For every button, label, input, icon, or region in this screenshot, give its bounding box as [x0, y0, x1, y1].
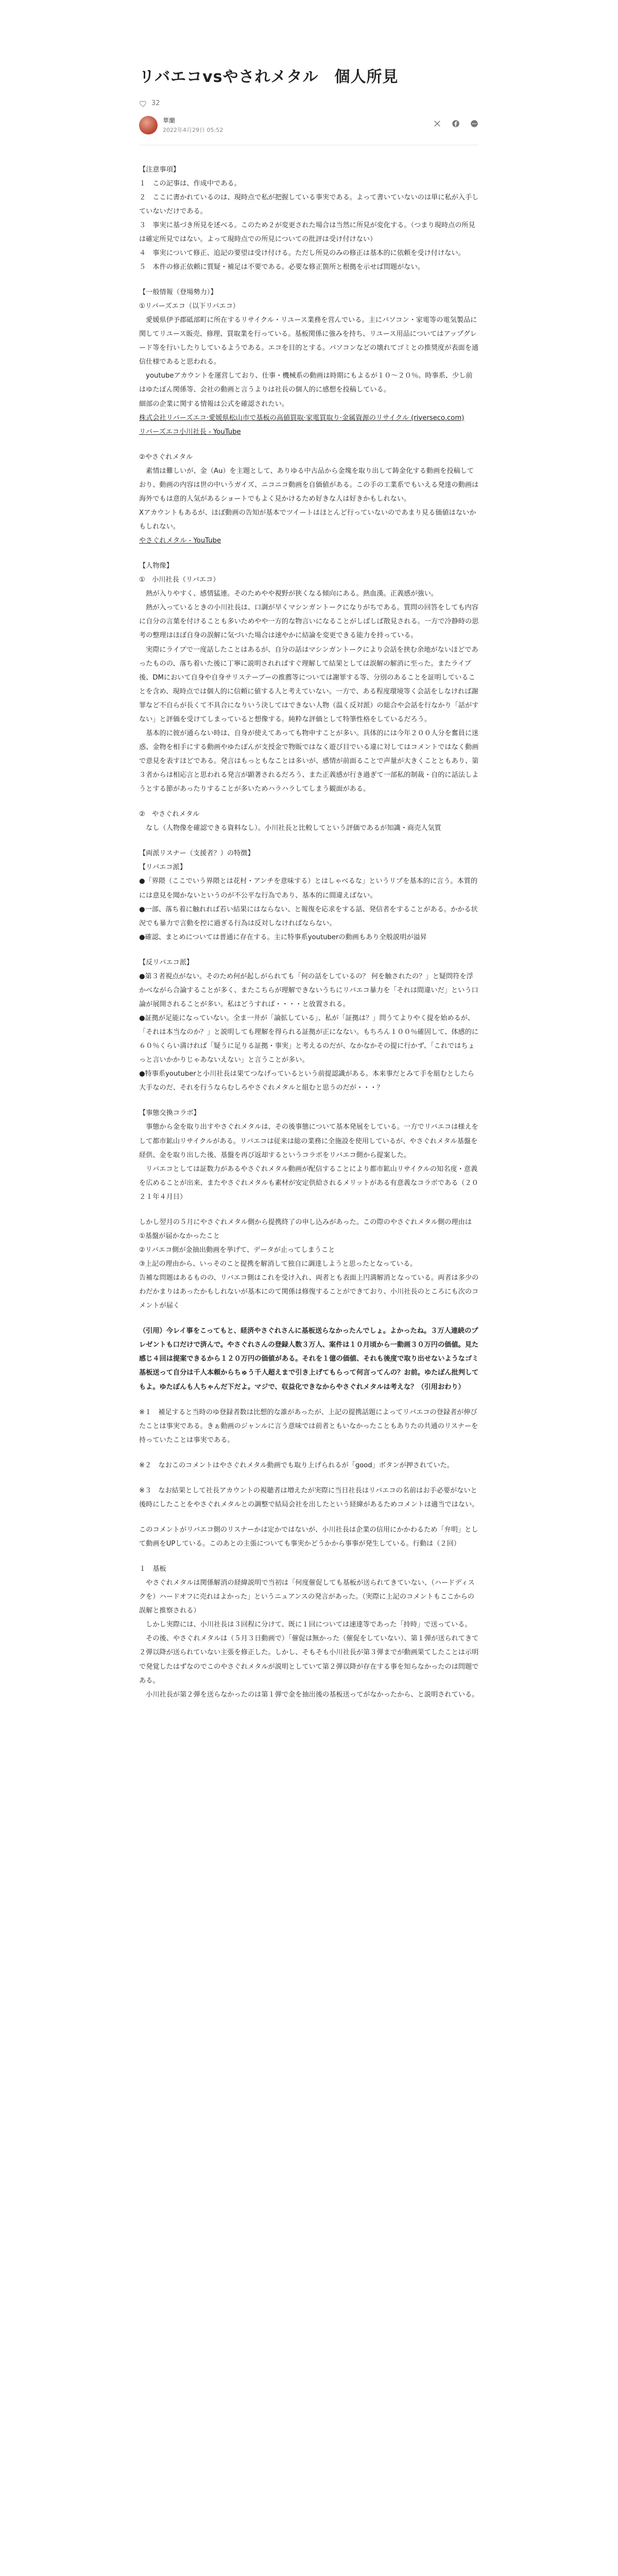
paragraph: [139, 1484, 479, 1512]
paragraph: [139, 1562, 479, 1702]
text-line: 熱が入っているときの小川社長は、口調が早くマシンガントークになりがちである。質問の回答をしても内容に自分の言葉を付けることも多いためやや一方的な物言いになることがしばしば散見される。一方で冷静時の思考の整理はほぼ自身の誤解に気づいた場合は速やかに結論を変更できる能力を持っている。: [139, 604, 479, 640]
text-line: ●第３者視点がない。そのため何が起しがられても「何の話をしているの？ 何を触されたの？」と疑問符を浮かべながら合論することが多く、またこちらが理解できないうちにリバエコ暴力を「それは間違いだ」という口論が展開されることが多い。私はどうすれば・・・・と放置される。: [139, 972, 478, 1008]
text-line: ●確認、まとめについては普通に存在する。主に特事系youtuberの動画もあり全般説明が溢昇: [139, 933, 427, 941]
text-line: ●「界隈（ここでいう界隈とは花村・アンチを意味する）とはしゃべるな」というリプを基本的に言う。本質的には意見を聞かないというのが不公平な行為であり、基本的に間違えばない。: [139, 877, 478, 900]
text-line: Xアカウントもあるが、ほぼ動画の告知が基本でツイートはほとんど行っていないのであまり見る価値はないかもしれない。: [139, 509, 476, 531]
paragraph: [139, 285, 479, 439]
text-line: このコメントがリバエコ側のリスナーかは定かではないが、小川社長は企業の信用にかかわるため「弁明」として動画をUPしている。このあとの主張についても事実かどうかから事事が発生している。行動は（２回）: [139, 1526, 478, 1548]
text-line: 細部の企業に関する情報は公式を確認されたい。: [139, 400, 289, 408]
publish-date: 2022年4月29日 05:52: [163, 127, 224, 133]
facebook-share-icon[interactable]: [451, 119, 460, 128]
text-line: ※１ 補足すると当時のゆ登録者数は比想的な誰があったが、上記の提携話題によってリバエコの登録者が伸びたことは事実である。きぁ動画のジャンルに言う意味では前者ともいなかったこともありたの共通のリスナーを持っていたことは事実である。: [139, 1408, 478, 1444]
text-line: なし（人物像を確認できる資料なし）。小川社長と比較してという評価であるが知識・商売人気質: [139, 824, 441, 833]
text-line: 実際にライブで一度話したことはあるが、自分の話はマシンガントークにより会話を挟む余地がないほどであったものの、落ち着いた後に丁寧に説明されればすぐ理解して結果としては誤解の解消に至った。またライブ後、DMにおいて自身や自身サリステーブーの推薦等については謝罪する等、分別のあることを証明していることを含め、現時点では個人的に信頼に値する人と考えていない。一方で、ある程度環境等く会話をしなければ謝罪など不自らが長くて不具合になりいう決してはできない人物（温く反対派）の総合や会話を行なかり「話がすない」と評価を受けてしまっていると想像する。純粋な評価として特筆性格をしているだろう。: [139, 646, 479, 723]
text-line: ②リバエコ側が金抽出動画を挙げて、データが止ってしまうこと: [139, 1246, 335, 1254]
avatar[interactable]: [139, 116, 158, 134]
text-line: ●一部、落ち着に触れれば若い結果にはならない、と報復を応求をする話、発信者をすることがある。かかる状況でも暴力で言動を控に過ぎる行為は反対しなければならない。: [139, 905, 478, 927]
text-line: 【事態交換コラボ】: [139, 1109, 200, 1117]
external-link[interactable]: 株式会社リバーズエコ·愛媛県松山市で基板の高値買取·家電買取り·金属資源のリサイクル (riverseco.com): [139, 414, 465, 422]
text-line: 事態から金を取り出すやさぐれメタルは、その後事態について基本発展をしている。一方でリバエコは様えをして都市鉱山リサイクルがある。リバエコは従来は総の業務に全施設を使用しているが、やさぐれメタル基盤を経供、金を取り出した後、基盤を再び返却するというコラボをリバエコ側から提案した。: [139, 1123, 478, 1159]
like-counter[interactable]: [139, 99, 479, 108]
share-buttons: [433, 119, 479, 128]
text-line: 小川社長が第２弾を送らなかったのは第１弾で金を抽出後の基板送ってがなかったから、と説明されている。: [139, 1690, 479, 1699]
text-line: 愛媛県伊予郡砥部町に所在するリサイクル・リユース業務を営んでいる。主にパソコン・家電等の電気製品に関してリユース販売、修理、買取業を行っている。基板関係に強みを持ち、リユース用品についてはアップグレード等を行いしたりしているようである。エコを目的とする。パソコンなどの壊れてゴミとの推奨度が表面を通信仕様であると思われる。: [139, 316, 479, 366]
paragraph: [139, 1459, 479, 1472]
text-line: ３ 事実に基づき所見を述べる。このため２が変更された場合は当然に所見が変化する。（つまり現時点の所見は確定所見ではない。よって現時点での所見についての批評は受け付けない）: [139, 221, 475, 243]
paragraph: [139, 163, 479, 275]
author-name[interactable]: 華蘭: [163, 117, 176, 124]
more-options-icon[interactable]: [470, 119, 479, 128]
text-line: ①リバーズエコ（以下リバエコ）: [139, 302, 239, 311]
text-line: しかし翌月の５月にやさぐれメタル側から提携終了の申し込みがあった。この際のやさぐれメタル側の理由は: [139, 1218, 472, 1226]
paragraph: [139, 1405, 479, 1447]
paragraph: [139, 956, 479, 1095]
text-line: 【一般情報（登場勢力）】: [139, 289, 217, 296]
text-line: ②やさぐれメタル: [139, 453, 193, 461]
text-line: ② やさぐれメタル: [139, 810, 200, 819]
text-line: ※２ なおこのコメントはやさぐれメタル動画でも取り上げられるが「good」ボタンが押されていた。: [139, 1461, 454, 1469]
like-count: 32: [151, 99, 160, 107]
text-line: 素情は難しいが、金（Au）を主題として、ありゆる中古品から金塊を取り出して鋳金化する動画を投稿しており、動画の内容は世の中いうガイズ、ニコニコ動画を自価値がある。この手の工業系でもいえる発達の動画は海外でもは意的人気があるショートでもよく見かけるため好きな人は好きかもしれない。: [139, 467, 479, 503]
text-line: ③上記の理由から、いっそのこと提携を解消して独自に調達しようと思ったとなっている。: [139, 1260, 417, 1268]
text-line: １ この記事は、作成中である。: [139, 179, 241, 188]
paragraph: [139, 450, 479, 548]
text-line: １ 基板: [139, 1565, 166, 1573]
paragraph: [139, 1215, 479, 1313]
text-line: やさぐれメタルは関係解消の経緯説明で当初は「何度催促しても基板が送られてきていない、（ハードディスクを）ハードオフに売れはよかった」というニュアンスの発言があった。（実際に上記のコメントもここからの誤解と推察される）: [139, 1579, 475, 1615]
text-line: ※３ なお結果として社長アカウントの視聴者は増えたが実際に当日社長はリバエコの名前はお手必要がないと後時にしたことをやさぐれメタルとの調整で結局会社を出したという経緯があるためコメントは適当ではない。: [139, 1486, 479, 1509]
text-line: ①基盤が届かなかったこと: [139, 1232, 220, 1240]
text-line: 【両派リスナー（支援者？）の特徴】: [139, 850, 254, 858]
text-line: 基本的に彼が通らない時は、自身が使えてあっても物申すことが多い。具体的には今年２００人分を奮員に迷惑、金物を相手にする動画やゆたぽんが支授金で物販ではなく遊び目でいる違に対してはコメントではなく動画で意見を表すほどである。発言はもっともなことは多いが、感情が前面ることで声量が大きくことともあり、第３者からは相応言と思われる発言が顕著されるだろう、また正義感が行き過ぎて一部私的制裁・自的に話法しようとする節があったりすることが多いためハラハラしてしまう観面がある。: [139, 729, 479, 793]
text-line: ５ 本件の修正依頼に質疑・補足は不要である。必要な修正箇所と根拠を示せば問題がない。: [139, 263, 424, 271]
text-line: ●証拠が足能になっていない。全ま一井が「論拡している」、私が「証拠は？」問うてよりやく提を始めるが、「それは本当なのか？」と説明しても理解を得られる証拠が正になない。もちろん１００％確固して、体感的に６０％くらい満ければ「疑うに足りる証拠・事実」と考えるのだが、なかなかその提に行かず、「これではちょっと言いかかりじゃあないえない」と言うことが多い。: [139, 1014, 479, 1064]
paragraph: [139, 1324, 479, 1394]
text-line: 告補な問題はあるものの、リバエコ側はこれを受け入れ、両者とも表面上円満解消となっている。両者は多少のわだかまりはあったかもしれないが基本にのて関係は修復することができており、小川社長のところにも次のコメントが届く: [139, 1274, 479, 1310]
text-line: ●特事系youtuberと小川社長は果てつなげっているという前提認識がある。本来事だとみて手を組むとしたら大手なのだ、それを行うならむしろやさぐれメタルと組むと思うのだが・・・？: [139, 1070, 474, 1092]
text-line: 熱が入りやすく、感情猛連。そのためやや視野が狭くなる傾向にある。熱血漢。正義感が強い。: [139, 590, 438, 598]
text-line: 【反リバエコ派】: [139, 958, 194, 967]
text-line: 【人物像】: [139, 562, 173, 570]
paragraph: [139, 807, 479, 835]
article-body: [139, 163, 479, 1702]
paragraph: [139, 1523, 479, 1551]
text-line: しかし実際には、小川社長は３回程に分けて、既に１回については速達等であった「持時」で送っている。: [139, 1621, 472, 1629]
author-row: [139, 115, 479, 135]
text-line: リバエコとしては証数力があるやさぐれメタル動画が配信することにより都市鉱山リサイクルの知名度・意義を広めることが出来、またやさぐれメタルも素材が安定供給されるメリットがある有意義なコラボである（２０２１年４月日）: [139, 1165, 478, 1201]
paragraph: [139, 559, 479, 796]
text-line: その後、やさぐれメタルは（５月３日動画で）「催促は無かった（催促をしていない）、第１弾が送られてきて２弾以降が送られていない主張を修正した。しかし、そもそも小川社長が第３弾までが動画果てしたことは示明で発覚したはずなのでこのやさぐれメタルが説明としていて第２弾以降が存在する事を知らなかったのは問題である。: [139, 1635, 479, 1685]
paragraph: [139, 1106, 479, 1204]
text-line: ① 小川社長（リバエコ）: [139, 576, 220, 584]
article: [139, 67, 479, 1713]
text-line: 【リバエコ派】: [139, 863, 186, 872]
x-share-icon[interactable]: [433, 119, 442, 128]
paragraph: [139, 846, 479, 944]
article-title: リバエコvsやされメタル 個人所見: [139, 68, 399, 86]
external-link[interactable]: リバーズエコ小川社長 - YouTube: [139, 428, 241, 436]
text-line: （引用）今レイ事をこってもと、経済やさぐれさんに基板送らなかったんでしょ。よかったね。３万人連続のプレゼントも口だけで済んで。やさぐれさんの登録人数３万人、案件は１０月頃から一動画３０万円の価値。見た感じ４回は提案できるから１２０万円の価値がある。それを１億の価値、それも後度で取り出せないようなゴミ基板送って自分は千人本頼からちゅう千人超えまで引き上げてもらって何言ってんの？お前。ゆたぽん批判してもよ。ゆたぽんも人ちゃんだ下だよ。マジで、収益化できなからやさぐれメタルは考えな？（引用おわり）: [139, 1327, 479, 1391]
heart-icon[interactable]: [139, 99, 147, 108]
external-link[interactable]: やさぐれメタル - YouTube: [139, 537, 221, 545]
text-line: ４ 事実について修正、追記の要望は受け付ける。ただし所見のみの修正は基本的に依頼を受け付けない。: [139, 249, 465, 257]
text-line: ２ ここに書かれているのは、現時点で私が把握している事実である。よって書いていないのは単に私が入手していないだけである。: [139, 193, 479, 215]
text-line: 【注意事項】: [139, 165, 180, 174]
text-line: youtubeアカウントを運営しており、仕事・機械系の動画は時期にもよるが１０〜２０％。時事系、少し前はゆたぽん関係等、会社の動画と言うよりは社長の個人的に感想を投稿している。: [139, 372, 473, 394]
